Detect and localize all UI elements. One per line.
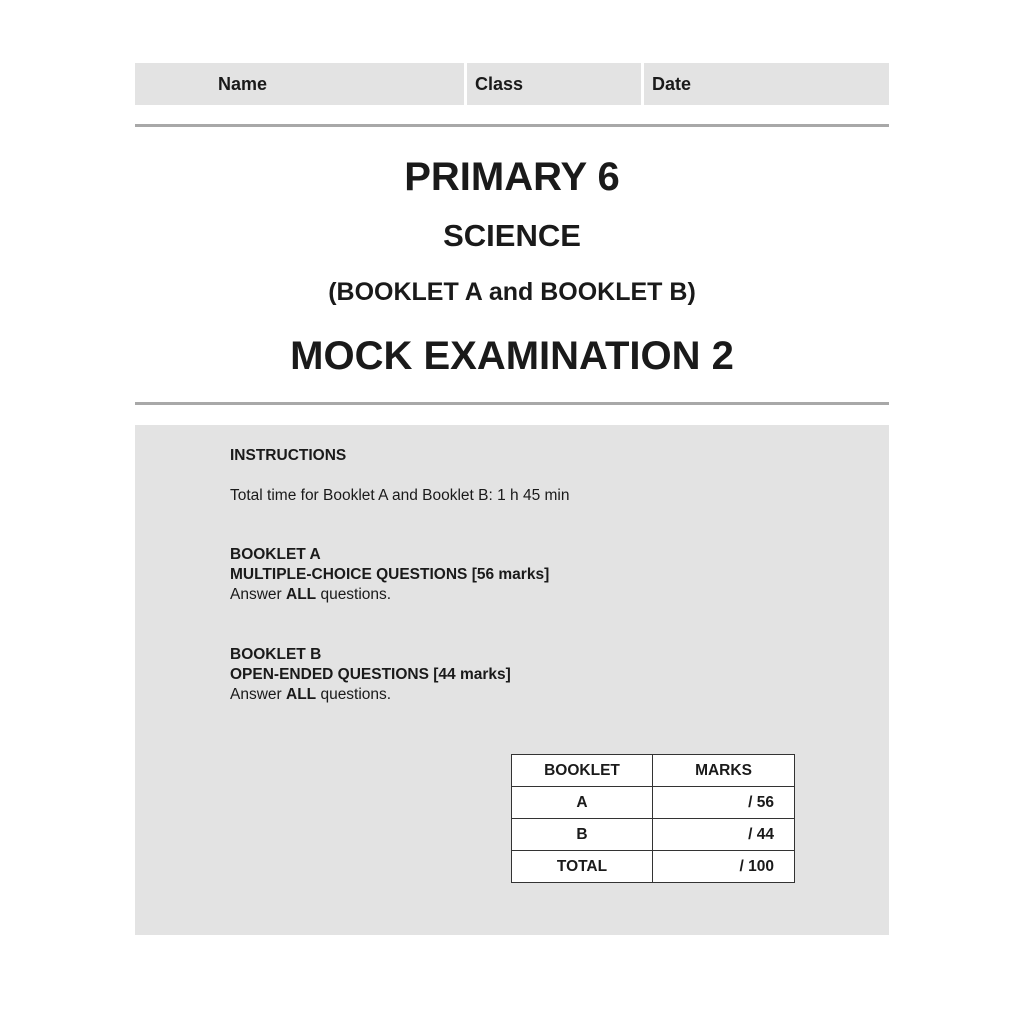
booklet-a-instructions <box>230 545 549 605</box>
class-label: Class <box>475 73 524 94</box>
date-field[interactable] <box>644 63 889 105</box>
booklet-a-answer-all: ALL <box>286 586 317 603</box>
marks-cell[interactable]: / 56 <box>653 787 795 819</box>
total-time-text: Total time for Booklet A and Booklet B: 1 h 45 min <box>230 487 570 504</box>
level-title: PRIMARY 6 <box>404 155 620 199</box>
booklet-cell: A <box>512 787 653 819</box>
booklet-b-answer-all: ALL <box>286 686 317 703</box>
class-field[interactable] <box>467 63 641 105</box>
table-row <box>512 819 795 851</box>
marks-table-header-row <box>512 755 795 787</box>
marks-column-header: MARKS <box>653 755 795 787</box>
booklet-column-header: BOOKLET <box>512 755 653 787</box>
booklet-a-answer-note <box>230 585 549 605</box>
marks-cell[interactable]: / 100 <box>653 851 795 883</box>
marks-cell[interactable]: / 44 <box>653 819 795 851</box>
booklet-a-answer-suffix: questions. <box>316 586 392 603</box>
booklet-b-instructions <box>230 645 511 705</box>
top-divider <box>135 124 889 127</box>
booklets-subtitle: (BOOKLET A and BOOKLET B) <box>328 278 696 306</box>
subject-title: SCIENCE <box>443 218 581 253</box>
student-info-header <box>135 63 889 105</box>
booklet-b-type: OPEN-ENDED QUESTIONS [44 marks] <box>230 666 511 683</box>
booklet-b-answer-prefix: Answer <box>230 686 286 703</box>
booklet-a-answer-prefix: Answer <box>230 586 286 603</box>
booklet-cell: B <box>512 819 653 851</box>
booklet-cell: TOTAL <box>512 851 653 883</box>
table-row <box>512 851 795 883</box>
marks-table <box>511 754 795 883</box>
name-label: Name <box>218 73 268 94</box>
booklet-a-title: BOOKLET A <box>230 546 321 563</box>
bottom-divider <box>135 402 889 405</box>
table-row <box>512 787 795 819</box>
booklet-a-type: MULTIPLE-CHOICE QUESTIONS [56 marks] <box>230 566 550 583</box>
booklet-b-title: BOOKLET B <box>230 646 322 663</box>
instructions-panel <box>135 425 889 935</box>
booklet-b-answer-suffix: questions. <box>316 686 392 703</box>
name-field[interactable] <box>135 63 464 105</box>
exam-title: MOCK EXAMINATION 2 <box>290 334 734 378</box>
booklet-b-answer-note <box>230 685 511 705</box>
date-label: Date <box>652 73 692 94</box>
instructions-heading: INSTRUCTIONS <box>230 447 347 464</box>
